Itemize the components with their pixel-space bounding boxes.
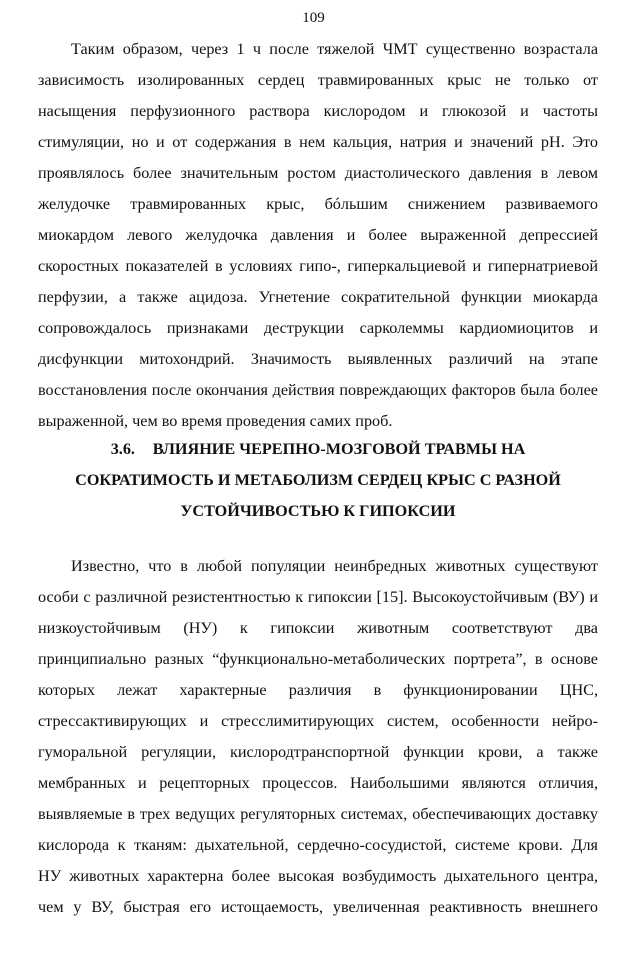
paragraph-line: чем у ВУ, быстрая его истощаемость, увеличенная реактивность внешнего: [38, 898, 598, 916]
paragraph-line: Таким образом, через 1 ч после тяжелой ЧМТ существенно возрастала: [71, 40, 598, 58]
paragraph-line: миокардом левого желудочка давления и более выраженной депрессией: [38, 226, 598, 244]
paragraph-line: насыщения перфузионного раствора кислородом и глюкозой и частоты: [38, 102, 598, 120]
section-title-line: УСТОЙЧИВОСТЬЮ К ГИПОКСИИ: [180, 502, 456, 520]
section-title-line: ВЛИЯНИЕ ЧЕРЕПНО-МОЗГОВОЙ ТРАВМЫ НА: [152, 440, 526, 458]
section-number: 3.6.: [110, 440, 135, 458]
paragraph-line: желудочке травмированных крыс, бóльшим снижением развиваемого: [38, 195, 598, 213]
paragraph-intro: [38, 551, 598, 923]
paragraph-line: кислорода к тканям: дыхательной, сердечно-сосудистой, системе крови. Для: [38, 836, 598, 854]
paragraph-line: скоростных показателей в условиях гипо-, гиперкальциевой и гипернатриевой: [38, 257, 598, 275]
paragraph-line: принципиально разных “функционально-метаболических портрета”, в основе: [38, 650, 598, 668]
section-heading-line-1: [38, 434, 598, 465]
paragraph-line: выраженной, чем во время проведения самих проб.: [38, 412, 393, 430]
paragraph-conclusion: [38, 34, 598, 437]
paragraph-line: восстановления после окончания действия повреждающих факторов была более: [38, 381, 598, 399]
section-title-line: СОКРАТИМОСТЬ И МЕТАБОЛИЗМ СЕРДЕЦ КРЫС С РАЗНОЙ: [75, 471, 561, 489]
paragraph-line: стимуляции, но и от содержания в нем кальция, натрия и значений pH. Это: [38, 133, 598, 151]
paragraph-line: гуморальной регуляции, кислородтранспортной функции крови, а также: [38, 743, 598, 761]
paragraph-line: выявляемые в трех ведущих регуляторных системах, обеспечивающих доставку: [38, 805, 598, 823]
paragraph-line: проявлялось более значительным ростом диастолического давления в левом: [38, 164, 598, 182]
paragraph-line: особи с различной резистентностью к гипоксии [15]. Высокоустойчивым (ВУ) и: [38, 588, 598, 606]
paragraph-line: перфузии, а также ацидоза. Угнетение сократительной функции миокарда: [38, 288, 598, 306]
paragraph-line: зависимость изолированных сердец травмированных крыс не только от: [38, 71, 598, 89]
paragraph-line: стрессактивирующих и стресслимитирующих систем, особенности нейро-: [38, 712, 598, 730]
paragraph-line: сопровождалось признаками деструкции сарколеммы кардиомиоцитов и: [38, 319, 598, 337]
paragraph-line: низкоустойчивым (НУ) к гипоксии животным соответствуют два: [38, 619, 598, 637]
paragraph-line: Известно, что в любой популяции неинбредных животных существуют: [71, 557, 598, 575]
section-heading: [38, 434, 598, 527]
paragraph-line: НУ животных характерна более высокая возбудимость дыхательного центра,: [38, 867, 598, 885]
page-number: 109: [302, 10, 325, 26]
paragraph-line: дисфункции митохондрий. Значимость выявленных различий на этапе: [38, 350, 598, 368]
paragraph-line: мембранных и рецепторных процессов. Наибольшими являются отличия,: [38, 774, 598, 792]
paragraph-line: которых лежат характерные различия в функционировании ЦНС,: [38, 681, 598, 699]
